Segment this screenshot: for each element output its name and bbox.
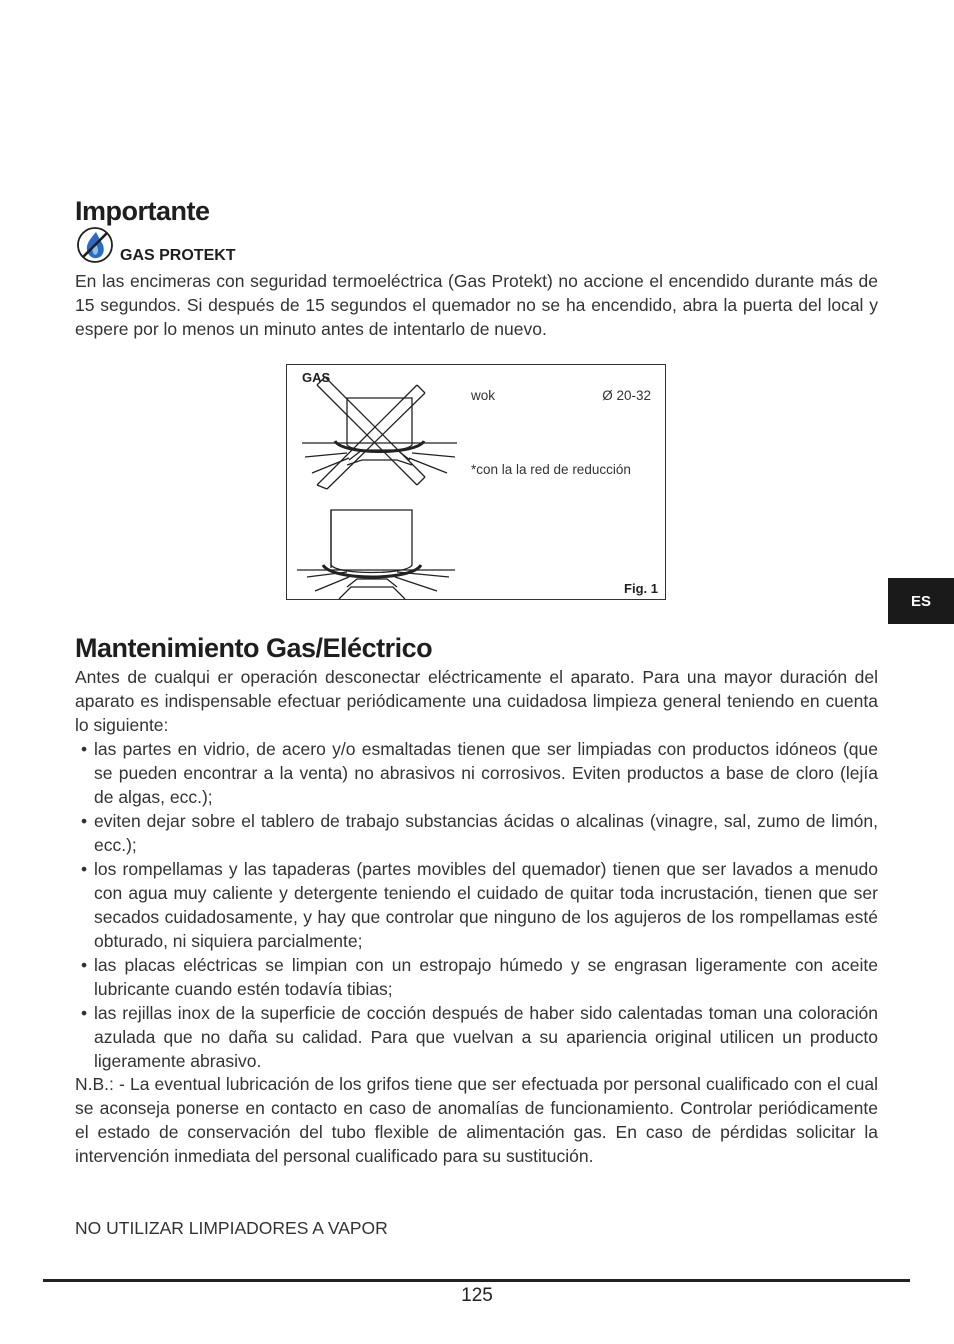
list-item: [75, 1001, 878, 1073]
list-item-text: las placas eléctricas se limpian con un estropajo húmedo y se engrasan ligeramente con aceite lubricante cuando estén todavía tibias;: [94, 955, 878, 999]
cleaning-list: [75, 737, 878, 1073]
figure-diameter: Ø 20-32: [602, 388, 651, 403]
footer-divider: [43, 1279, 910, 1282]
gas-protekt-icon: [76, 226, 114, 264]
list-item: [75, 953, 878, 1001]
gas-protekt-text: En las encimeras con seguridad termoeléctrica (Gas Protekt) no accione el encendido durante más de 15 segundos. Si después de 15 segundos el quemador no se ha encendido, abra la puerta del local y espere por lo menos un minuto antes de intentarlo de nuevo.: [75, 271, 878, 339]
list-item: [75, 809, 878, 857]
list-item-text: las partes en vidrio, de acero y/o esmaltadas tienen que ser limpiadas con productos idóneos (que se pueden encontrar a la venta) no abrasivos ni corrosivos. Eviten productos a base de cloro (lejía de algas, ecc.);: [94, 739, 878, 807]
list-item: [75, 737, 878, 809]
bullet-dot: •: [81, 739, 88, 759]
figure-wok-label: wok: [471, 388, 496, 403]
steam-cleaner-warning: NO UTILIZAR LIMPIADORES A VAPOR: [75, 1218, 388, 1238]
bullet-dot: •: [81, 859, 88, 879]
bullet-dot: •: [81, 955, 88, 975]
figure-note: *con la la red de reducción: [471, 462, 631, 477]
gas-protekt-label: GAS PROTEKT: [120, 247, 236, 264]
figure-caption: Fig. 1: [624, 581, 658, 596]
nb-note: N.B.: - La eventual lubricación de los grifos tiene que ser efectuada por personal cualificado con el cual se aconseja ponerse en contacto en caso de anomalías de funcionamiento. Controlar periódicamente el estado de conservación del tubo flexible de alimentación gas. En caso de pérdidas solicitar la intervención inmediata del personal cualificado para su sustitución.: [75, 1074, 878, 1166]
figure-1: [286, 364, 666, 600]
figure-gas-label: GAS: [302, 370, 331, 385]
language-tab: ES: [888, 578, 954, 624]
mantenimiento-title: Mantenimiento Gas/Eléctrico: [75, 633, 433, 663]
bullet-dot: •: [81, 1003, 88, 1023]
list-item-text: las rejillas inox de la superficie de cocción después de haber sido calentadas toman una coloración azulada que no daña su calidad. Para que vuelvan a su apariencia original utilicen un producto ligeramente abrasivo.: [94, 1003, 878, 1071]
page-number: 125: [461, 1285, 493, 1306]
list-item-text: eviten dejar sobre el tablero de trabajo substancias ácidas o alcalinas (vinagre, sal, zumo de limón, ecc.);: [94, 811, 878, 855]
importante-title: Importante: [75, 196, 210, 226]
list-item: [75, 857, 878, 953]
list-item-text: los rompellamas y las tapaderas (partes movibles del quemador) tienen que ser lavados a menudo con agua muy caliente y detergente teniendo el cuidado de quitar toda incrustación, tienen que ser secados cuidadosamente, y hay que controlar que ninguno de los agujeros de los rompellamas esté obturado, ni siquiera parcialmente;: [94, 859, 878, 951]
mantenimiento-intro: Antes de cualqui er operación desconectar eléctricamente el aparato. Para una mayor duración del aparato es indispensable efectuar periódicamente una cuidadosa limpieza general teniendo en cuenta lo siguiente:: [75, 667, 878, 735]
bullet-dot: •: [81, 811, 88, 831]
